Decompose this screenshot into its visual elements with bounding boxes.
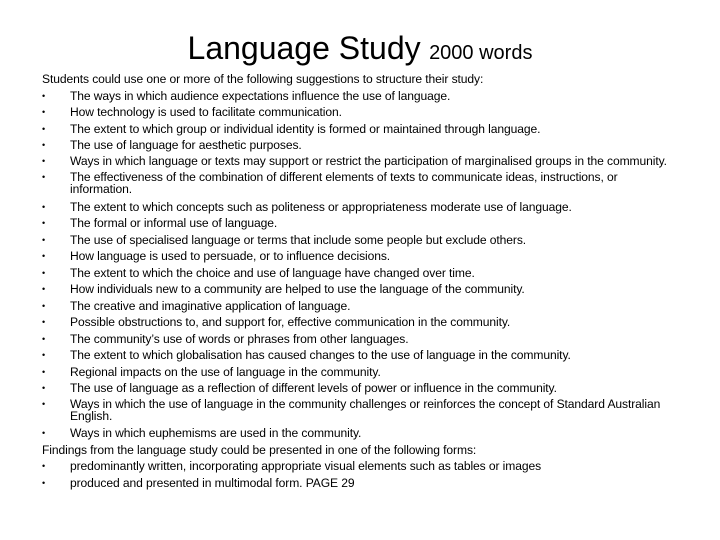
bullet-marker: • [42,333,46,344]
bullet-marker: • [42,251,46,262]
suggestion-item-text: Regional impacts on the use of language in the community. [70,364,381,379]
suggestion-item [42,104,680,121]
findings-intro-text: Findings from the language study could be presented in one of the following forms: [42,442,477,457]
suggestion-item-text: Ways in which the use of language in the community challenges or reinforces the concept of Standard Australian English. [70,396,661,423]
suggestion-item-text: How individuals new to a community are helped to use the language of the community. [70,282,525,297]
bullet-marker: • [42,477,46,488]
bullet-marker: • [42,366,46,377]
suggestion-item-text: Possible obstructions to, and support for, effective communication in the community. [70,315,511,330]
suggestion-item-text: The extent to which the choice and use of language have changed over time. [70,265,475,280]
suggestion-item-text: The use of language as a reflection of different levels of power or influence in the community. [70,381,557,396]
bullet-marker: • [42,155,46,166]
suggestion-item [42,232,680,249]
bullet-marker: • [42,350,46,361]
suggestion-item-text: The community’s use of words or phrases from other languages. [70,331,409,346]
bullet-marker: • [42,90,46,101]
suggestion-item [42,331,680,348]
bullet-marker: • [42,201,46,212]
suggestion-item-text: Ways in which language or texts may support or restrict the participation of marginalised groups in the community. [70,153,667,168]
suggestion-item [42,154,680,171]
bullet-marker: • [42,428,46,439]
suggestion-item-text: The extent to which group or individual identity is formed or maintained through language. [70,121,541,136]
presentation-form-item [42,475,680,492]
bullet-marker: • [42,218,46,229]
suggestion-item-text: The extent to which globalisation has caused changes to the use of language in the community. [70,348,571,363]
bullet-marker: • [42,267,46,278]
bullet-marker: • [42,317,46,328]
suggestion-item [42,380,680,397]
suggestion-item [42,137,680,154]
suggestion-item-text: The extent to which concepts such as politeness or appropriateness moderate use of language. [70,199,572,214]
suggestion-item-text: The effectiveness of the combination of different elements of texts to communicate ideas, instructions, or information. [70,170,618,197]
suggestion-item-text: The creative and imaginative application of language. [70,298,351,313]
title-main: Language Study [187,30,421,66]
suggestion-item-text: How technology is used to facilitate communication. [70,105,342,119]
bullet-marker: • [42,107,46,117]
bullet-marker: • [42,284,46,295]
suggestion-item-text: The use of language for aesthetic purposes. [70,138,302,152]
suggestion-item [42,248,680,265]
slide-title [0,30,720,67]
suggestion-item-text: The use of specialised language or terms that include some people but exclude others. [70,232,527,247]
suggestion-item-text: How language is used to persuade, or to influence decisions. [70,249,391,264]
bullet-marker: • [42,172,46,183]
suggestion-item [42,199,680,216]
bullet-marker: • [42,461,46,472]
suggestion-item [42,347,680,364]
suggestion-item [42,121,680,138]
presentation-forms-list [42,458,680,491]
bullet-marker: • [42,300,46,311]
bullet-marker: • [42,383,46,394]
suggestions-list [42,88,680,442]
intro-text: Students could use one or more of the following suggestions to structure their study: [42,72,484,86]
suggestion-item [42,298,680,315]
presentation-form-item [42,458,680,475]
suggestion-item [42,265,680,282]
suggestion-item [42,215,680,232]
suggestion-item-text: The formal or informal use of language. [70,216,278,231]
suggestion-item-text: The ways in which audience expectations influence the use of language. [70,88,451,103]
suggestion-item [42,425,680,442]
presentation-form-item-text: predominantly written, incorporating appropriate visual elements such as tables or images [70,459,542,474]
suggestion-item [42,170,680,199]
bullet-marker: • [42,398,46,409]
suggestion-item [42,88,680,105]
slide-body [42,71,680,491]
suggestion-item [42,314,680,331]
presentation-form-item-text: produced and presented in multimodal form. PAGE 29 [70,475,355,490]
suggestion-item-text: Ways in which euphemisms are used in the community. [70,426,362,441]
title-word-count: 2000 words [429,42,533,64]
bullet-marker: • [42,140,46,150]
bullet-marker: • [42,234,46,245]
suggestion-item [42,397,680,426]
bullet-marker: • [42,123,46,134]
suggestion-item [42,364,680,381]
suggestion-item [42,281,680,298]
